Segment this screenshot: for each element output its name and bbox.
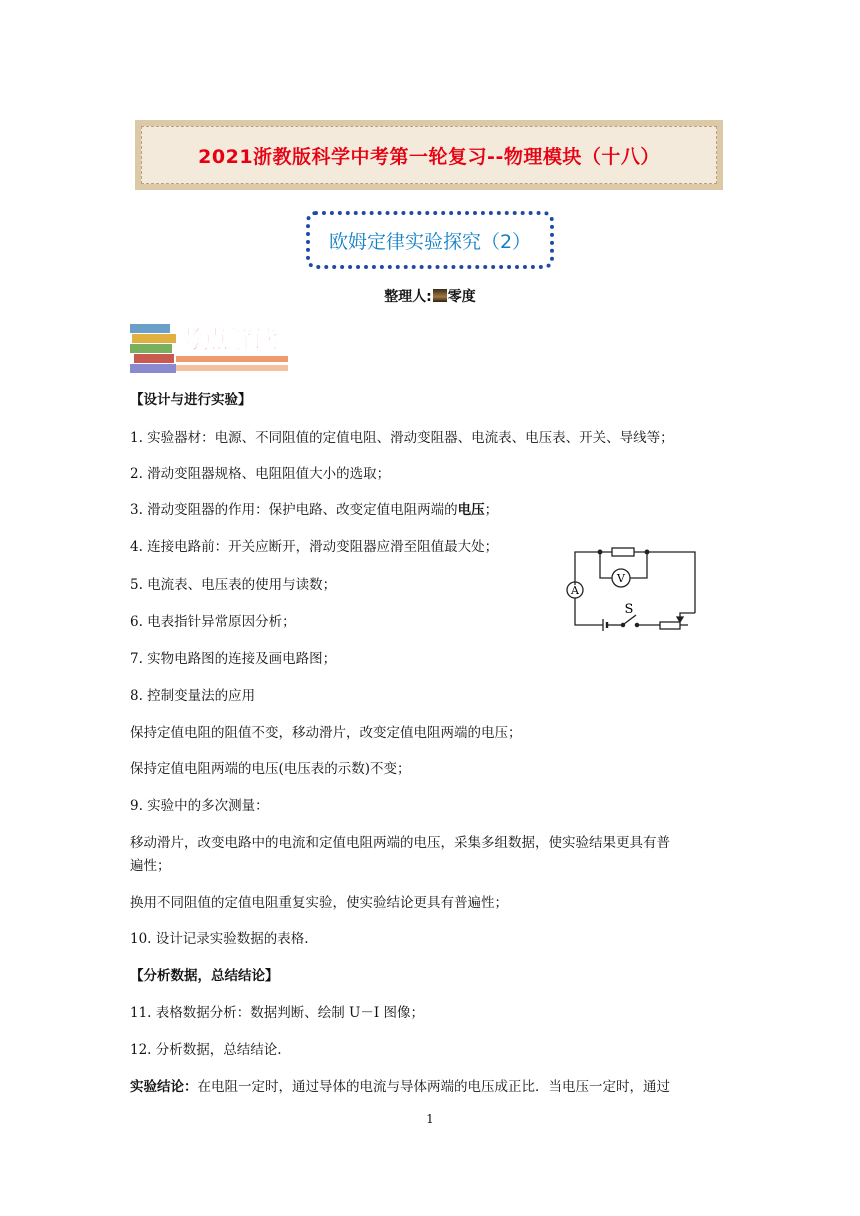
- page-number: 1: [426, 1112, 434, 1126]
- conclusion-label: 实验结论：: [130, 1079, 198, 1095]
- list-item: 换用不同阻值的定值电阻重复实验，使实验结论更具有普遍性；: [130, 895, 508, 911]
- list-item: 保持定值电阻的阻值不变，移动滑片，改变定值电阻两端的电压；: [130, 725, 522, 741]
- list-item: 8. 控制变量法的应用: [130, 688, 256, 704]
- list-item: 10. 设计记录实验数据的表格.: [130, 931, 309, 947]
- conclusion-text: 在电阻一定时，通过导体的电流与导体两端的电压成正比．当电压一定时，通过: [197, 1079, 670, 1095]
- item-text: ；: [484, 502, 499, 518]
- voltmeter-label: V: [617, 572, 625, 585]
- section-logo: [130, 318, 290, 376]
- title-banner: [135, 120, 723, 190]
- circuit-wire: [634, 552, 695, 613]
- list-item: 保持定值电阻两端的电压(电压表的示数)不变；: [130, 761, 411, 777]
- page-title: 2021浙教版科学中考第一轮复习--物理模块（十八）: [198, 145, 660, 168]
- compiler-line: [0, 286, 860, 306]
- list-item: [130, 500, 498, 520]
- design-heading: 【设计与进行实验】: [130, 392, 252, 408]
- list-item: 移动滑片，改变电路中的电流和定值电阻两端的电压，采集多组数据，使实验结果更具有普: [130, 835, 670, 851]
- switch-label: S: [624, 602, 634, 617]
- compiler-avatar-icon: [433, 289, 447, 302]
- list-item: 7. 实物电路图的连接及画电路图；: [130, 651, 337, 667]
- list-item: 2. 滑动变阻器规格、电阻阻值大小的选取；: [130, 466, 391, 482]
- page-subtitle: 欧姆定律实验探究（2）: [328, 230, 532, 253]
- list-item: 4. 连接电路前：开关应断开，滑动变阻器应滑至阻值最大处；: [130, 539, 499, 555]
- list-item: 5. 电流表、电压表的使用与读数；: [130, 577, 337, 593]
- list-item: 1. 实验器材：电源、不同阻值的定值电阻、滑动变阻器、电流表、电压表、开关、导线等；: [130, 430, 674, 446]
- list-item: 6. 电表指针异常原因分析；: [130, 614, 296, 630]
- rheostat-icon: [660, 622, 680, 629]
- compiler-label: 整理人:: [384, 289, 432, 305]
- analysis-heading: 【分析数据，总结结论】: [130, 968, 279, 984]
- subtitle-box: [306, 211, 554, 269]
- list-item: 12. 分析数据，总结结论.: [130, 1042, 282, 1058]
- list-item: 遍性；: [130, 858, 171, 874]
- resistor-icon: [612, 548, 634, 556]
- list-item: 9. 实验中的多次测量：: [130, 798, 269, 814]
- circuit-wire: [575, 552, 612, 585]
- title-banner-inner: [141, 126, 717, 184]
- section-logo-text: 考点解读: [178, 325, 279, 354]
- item-bold-text: 电压: [457, 502, 485, 518]
- list-item: 11. 表格数据分析：数据判断、绘制 U－I 图像；: [130, 1005, 425, 1021]
- ammeter-label: A: [571, 584, 579, 597]
- compiler-name: 零度: [447, 289, 476, 305]
- conclusion: [130, 1077, 670, 1097]
- circuit-diagram: [560, 545, 700, 635]
- item-text: 3. 滑动变阻器的作用：保护电路、改变定值电阻两端的: [130, 502, 458, 518]
